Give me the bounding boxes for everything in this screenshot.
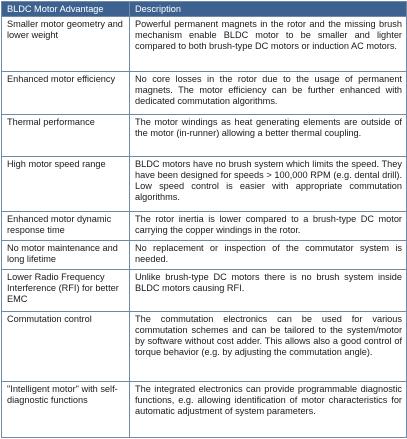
table-row (2, 240, 407, 270)
advantage-cell: Enhanced motor dynamic response time (2, 212, 130, 240)
table-row (2, 212, 407, 240)
description-cell: No core losses in the rotor due to the usage of permanent magnets. The motor efficiency can be further enhanced with dedicated commutation algorithms. (130, 71, 407, 114)
description-cell: The motor windings as heat generating elements are outside of the motor (in-runner) allowing a better thermal coupling. (130, 115, 407, 157)
table-row (2, 71, 407, 114)
advantage-cell: High motor speed range (2, 157, 130, 212)
advantage-cell: Lower Radio Frequency Interference (RFI) for better EMC (2, 270, 130, 312)
advantage-cell: Thermal performance (2, 115, 130, 157)
advantage-cell: Commutation control (2, 312, 130, 382)
header-description: Description (130, 2, 407, 17)
table-row (2, 312, 407, 382)
description-cell: The rotor inertia is lower compared to a brush-type DC motor carrying the copper windings in the rotor. (130, 212, 407, 240)
table-row (2, 270, 407, 312)
header-advantage: BLDC Motor Advantage (2, 2, 130, 17)
description-cell: Unlike brush-type DC motors there is no brush system inside BLDC motors causing RFI. (130, 270, 407, 312)
table-row (2, 157, 407, 212)
advantage-cell: Smaller motor geometry and lower weight (2, 17, 130, 72)
header-row (2, 2, 407, 17)
description-cell: Powerful permanent magnets in the rotor and the missing brush mechanism enable BLDC motor to be smaller and lighter compared to both brush-type DC motors or induction AC motors. (130, 17, 407, 72)
advantage-cell: Enhanced motor efficiency (2, 71, 130, 114)
table-row (2, 17, 407, 72)
description-cell: The commutation electronics can be used for various commutation schemes and can be tailored to the system/motor by software without cost adder. This allows also a good control of torque behavior (e.g. by adjusting the commutation angle). (130, 312, 407, 382)
bldc-advantages-table (1, 1, 407, 438)
table-row (2, 115, 407, 157)
description-cell: The integrated electronics can provide programmable diagnostic functions, e.g. allowing identification of motor characteristics for automatic adjustment of system parameters. (130, 382, 407, 438)
advantage-cell: "Intelligent motor" with self-diagnostic functions (2, 382, 130, 438)
table-row (2, 382, 407, 438)
description-cell: No replacement or inspection of the commutator system is needed. (130, 240, 407, 270)
description-cell: BLDC motors have no brush system which limits the speed. They have been designed for speeds > 100,000 RPM (e.g. dental drill). Low speed control is easier with appropriate commutation algorithms. (130, 157, 407, 212)
advantage-cell: No motor maintenance and long lifetime (2, 240, 130, 270)
